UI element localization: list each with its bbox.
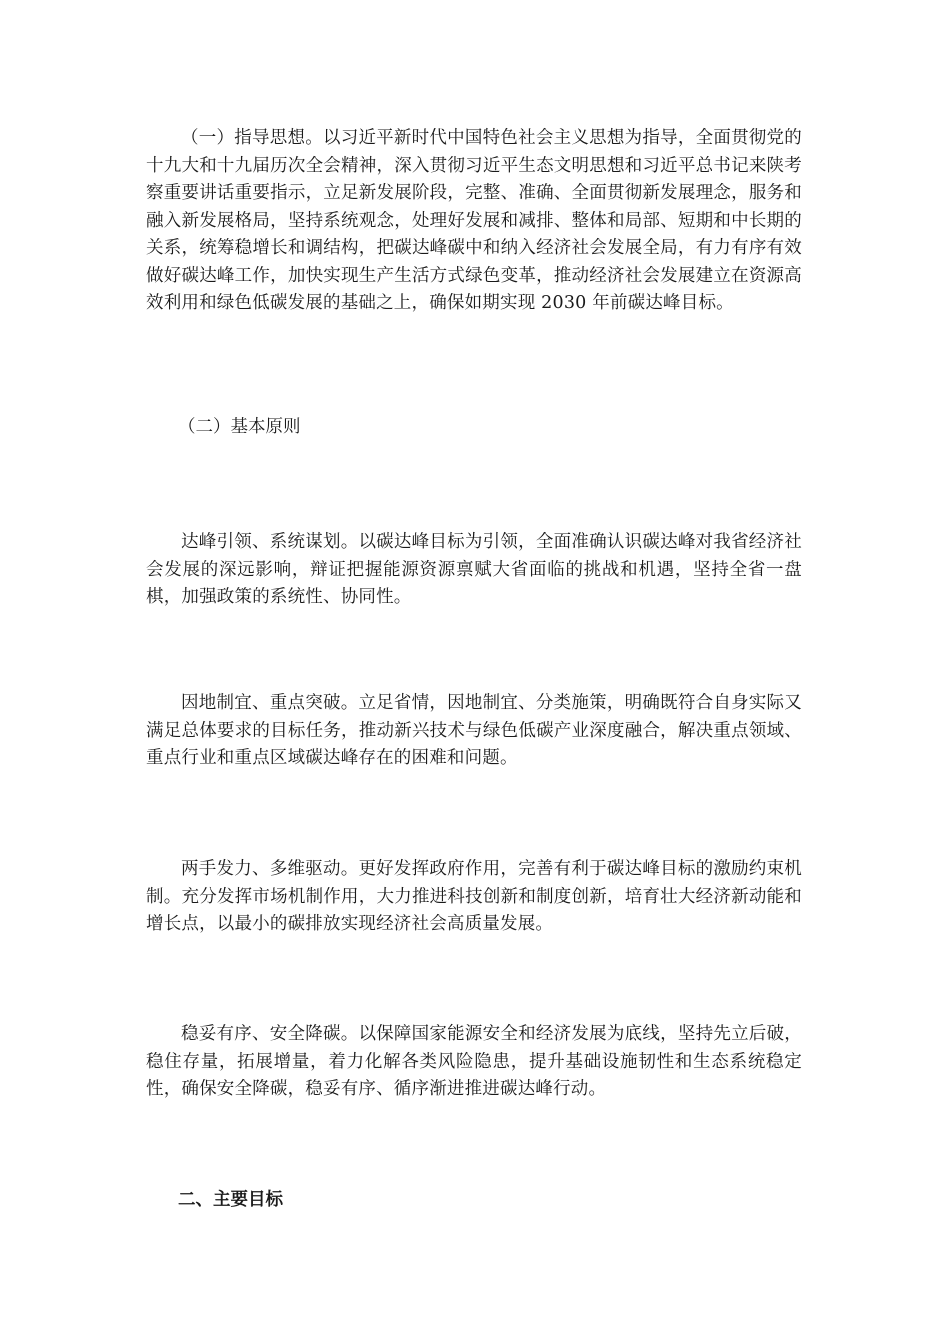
section-heading-basic-principles: （二）基本原则	[178, 417, 301, 437]
paragraph-principle-two-hands: 两手发力、多维驱动。更好发挥政府作用，完善有利于碳达峰目标的激励约束机制。充分发挥市场机制作用，大力推进科技创新和制度创新，培育壮大经济新动能和增长点，以最小的碳排放实现经济社会高质量发展。	[146, 859, 802, 934]
paragraph-principle-local-conditions: 因地制宜、重点突破。立足省情，因地制宜、分类施策，明确既符合自身实际又满足总体要求的目标任务，推动新兴技术与绿色低碳产业深度融合，解决重点领域、重点行业和重点区域碳达峰存在的困难和问题。	[146, 693, 802, 768]
paragraph-principle-safe-orderly: 稳妥有序、安全降碳。以保障国家能源安全和经济发展为底线，坚持先立后破，稳住存量，拓展增量，着力化解各类风险隐患，提升基础设施韧性和生态系统稳定性，确保安全降碳，稳妥有序、循序渐进推进碳达峰行动。	[146, 1024, 802, 1099]
paragraph-principle-peak-leading: 达峰引领、系统谋划。以碳达峰目标为引领，全面准确认识碳达峰对我省经济社会发展的深远影响，辩证把握能源资源禀赋大省面临的挑战和机遇，坚持全省一盘棋，加强政策的系统性、协同性。	[146, 532, 802, 607]
paragraph-guiding-ideology: （一）指导思想。以习近平新时代中国特色社会主义思想为指导，全面贯彻党的十九大和十九届历次全会精神，深入贯彻习近平生态文明思想和习近平总书记来陕考察重要讲话重要指示，立足新发展阶段，完整、准确、全面贯彻新发展理念，服务和融入新发展格局，坚持系统观念，处理好发展和减排、整体和局部、短期和中长期的关系，统筹稳增长和调结构，把碳达峰碳中和纳入经济社会发展全局，有力有序有效做好碳达峰工作，加快实现生产生活方式绿色变革，推动经济社会发展建立在资源高效利用和绿色低碳发展的基础之上，确保如期实现 2030 年前碳达峰目标。	[146, 128, 802, 313]
section-heading-main-targets: 二、主要目标	[178, 1190, 283, 1210]
